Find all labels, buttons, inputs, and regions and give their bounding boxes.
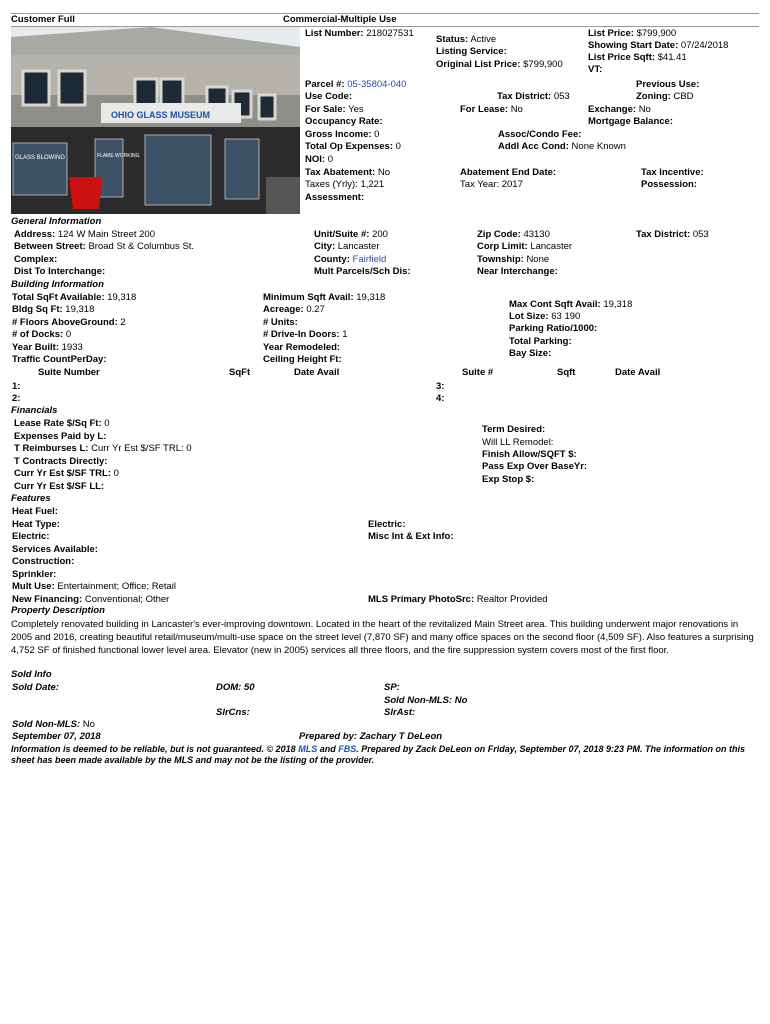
assoc-condo-fee: Assoc/Condo Fee: (498, 129, 582, 140)
electric: Electric: (12, 531, 50, 542)
col-date-avail-2: Date Avail (615, 367, 661, 378)
tax-incentive: Tax Incentive: (641, 167, 704, 178)
sp: SP: (384, 682, 400, 693)
pass-exp: Pass Exp Over BaseYr: (482, 461, 588, 472)
original-price: Original List Price: $799,900 (436, 59, 563, 70)
traffic-count: Traffic CountPerDay: (12, 354, 107, 365)
report-date: September 07, 2018 (12, 731, 101, 742)
zip-code: Zip Code: 43130 (477, 229, 550, 240)
for-lease: For Lease: No (460, 104, 523, 115)
property-type: Commercial-Multiple Use (283, 14, 397, 25)
finish-allow: Finish Allow/SQFT $: (482, 449, 577, 460)
lease-rate: Lease Rate $/Sq Ft: 0 (14, 418, 110, 429)
tax-abatement: Tax Abatement: No (305, 167, 391, 178)
abatement-end-date: Abatement End Date: (460, 167, 557, 178)
vt: VT: (588, 64, 603, 75)
showing-start: Showing Start Date: 07/24/2018 (588, 40, 729, 51)
svg-text:FLAME WORKING: FLAME WORKING (97, 153, 140, 159)
financials-title: Financials (11, 405, 58, 416)
expenses-paid: Expenses Paid by L: (14, 431, 107, 442)
mult-parcels: Mult Parcels/Sch Dis: (314, 266, 411, 277)
total-sqft: Total SqFt Available: 19,318 (12, 292, 137, 303)
mortgage-balance: Mortgage Balance: (588, 116, 673, 127)
col-suite-number: Suite Number (38, 367, 100, 378)
dom: DOM: 50 (216, 682, 255, 693)
year-remodeled: Year Remodeled: (263, 342, 341, 353)
construction: Construction: (12, 556, 75, 567)
noi: NOI: 0 (305, 154, 333, 165)
year-built: Year Built: 1933 (12, 342, 83, 353)
sprinkler: Sprinkler: (12, 569, 57, 580)
suite-row-3: 3: (436, 381, 445, 392)
assessment: Assessment: (305, 192, 365, 203)
disclaimer: Information is deemed to be reliable, but is not guaranteed. © 2018 MLS and FBS. Prepared by Zack DeLeon on Friday, September 07, 2018 9:23 PM. The information on this sheet has been made available by the MLS and may not be the listing of the provider. (11, 744, 746, 765)
slrast: SlrAst: (384, 707, 416, 718)
features-title: Features (11, 493, 51, 504)
electric-2: Electric: (368, 519, 406, 530)
for-sale: For Sale: Yes (305, 104, 364, 115)
slrcns: SlrCns: (216, 707, 250, 718)
col-sqft-2: Sqft (557, 367, 576, 378)
fbs-link[interactable]: FBS (338, 744, 357, 754)
county: County: Fairfield (314, 254, 387, 265)
bay-size: Bay Size: (509, 348, 552, 359)
prepared-by: Prepared by: Zachary T DeLeon (299, 731, 443, 742)
list-number: List Number: 218027531 (305, 28, 414, 39)
building-info-title: Building Information (11, 279, 104, 290)
bldg-sqft: Bldg Sq Ft: 19,318 (12, 304, 95, 315)
use-code: Use Code: (305, 91, 352, 102)
property-photo (11, 27, 300, 214)
listing-service: Listing Service: (436, 46, 507, 57)
photo-source: MLS Primary PhotoSrc: Realtor Provided (368, 594, 548, 605)
services-available: Services Available: (12, 544, 98, 555)
suite-row-4: 4: (436, 393, 445, 404)
t-contracts: T Contracts Directly: (14, 456, 108, 467)
exp-stop: Exp Stop $: (482, 474, 535, 485)
between-street: Between Street: Broad St & Columbus St. (14, 241, 195, 252)
svg-text:OHIO GLASS MUSEUM: OHIO GLASS MUSEUM (111, 110, 211, 120)
city: City: Lancaster (314, 241, 380, 252)
unit-suite: Unit/Suite #: 200 (314, 229, 388, 240)
max-cont-sqft: Max Cont Sqft Avail: 19,318 (509, 299, 633, 310)
parcel-link[interactable]: 05-35804-040 (347, 79, 407, 90)
units: # Units: (263, 317, 298, 328)
misc-int-ext: Misc Int & Ext Info: (368, 531, 454, 542)
curr-yr-trl: Curr Yr Est $/SF TRL: 0 (14, 468, 119, 479)
floors-above-ground: # Floors AboveGround: 2 (12, 317, 126, 328)
col-sqft: SqFt (229, 367, 251, 378)
suite-row-2: 2: (12, 393, 21, 404)
zoning: Zoning: CBD (636, 91, 694, 102)
sold-info-title: Sold Info (11, 669, 52, 680)
tax-year: Tax Year: 2017 (460, 179, 523, 190)
heat-type: Heat Type: (12, 519, 60, 530)
tax-district: Tax District: 053 (636, 229, 709, 240)
sold-date: Sold Date: (12, 682, 59, 693)
svg-text:GLASS BLOWING: GLASS BLOWING (15, 155, 66, 161)
property-description: Completely renovated building in Lancaster's ever-improving downtown. Located in the heart of the revitalized Main Street area. This building underwent major renovations in 2005 and 2016, creating beautiful retail/museum/multi-use space on the street level (7,870 SF) and many office spaces on the second floor (4,509 SF). Also features a surprising 4,752 SF of finished functional lower level area. Elevator (new in 2005) services all three floors, and the fire suppression system covers most of the first floor. (11, 619, 754, 656)
price-sqft: List Price Sqft: $41.41 (588, 52, 687, 63)
lot-size: Lot Size: 63 190 (509, 311, 581, 322)
drive-in-doors: # Drive-In Doors: 1 (263, 329, 348, 340)
acreage: Acreage: 0.27 (263, 304, 325, 315)
t-reimburses: T Reimburses L: Curr Yr Est $/SF TRL: 0 (14, 443, 192, 454)
suite-row-1: 1: (12, 381, 21, 392)
addl-acc-cond: Addl Acc Cond: None Known (498, 141, 626, 152)
total-parking: Total Parking: (509, 336, 572, 347)
docks: # of Docks: 0 (12, 329, 72, 340)
parking-ratio: Parking Ratio/1000: (509, 323, 598, 334)
near-interchange: Near Interchange: (477, 266, 558, 277)
min-sqft: Minimum Sqft Avail: 19,318 (263, 292, 386, 303)
exchange: Exchange: No (588, 104, 651, 115)
previous-use: Previous Use: (636, 79, 700, 90)
curr-yr-ll: Curr Yr Est $/SF LL: (14, 481, 105, 492)
heat-fuel: Heat Fuel: (12, 506, 58, 517)
col-date-avail: Date Avail (294, 367, 340, 378)
general-info-title: General Information (11, 216, 102, 227)
sold-non-mls: Sold Non-MLS: No (384, 695, 468, 706)
mls-link[interactable]: MLS (298, 744, 318, 754)
term-desired: Term Desired: (482, 424, 546, 435)
will-ll-remodel: Will LL Remodel: (482, 437, 554, 448)
complex: Complex: (14, 254, 58, 265)
status: Status: Active (436, 34, 497, 45)
tax-district-top: Tax District: 053 (497, 91, 570, 102)
list-price: List Price: $799,900 (588, 28, 677, 39)
possession: Possession: (641, 179, 697, 190)
ceiling-height: Ceiling Height Ft: (263, 354, 342, 365)
parcel: Parcel #: 05-35804-040 (305, 79, 407, 90)
address: Address: 124 W Main Street 200 (14, 229, 155, 240)
occupancy-rate: Occupancy Rate: (305, 116, 383, 127)
sold-non-mls-2: Sold Non-MLS: No (12, 719, 95, 730)
col-suite-2: Suite # (462, 367, 494, 378)
total-op-expenses: Total Op Expenses: 0 (305, 141, 401, 152)
county-link[interactable]: Fairfield (352, 254, 387, 265)
township: Township: None (477, 254, 550, 265)
description-title: Property Description (11, 605, 105, 616)
taxes-yearly: Taxes (Yrly): 1,221 (305, 179, 385, 190)
gross-income: Gross Income: 0 (305, 129, 380, 140)
corp-limit: Corp Limit: Lancaster (477, 241, 573, 252)
mult-use: Mult Use: Entertainment; Office; Retail (12, 581, 177, 592)
dist-to-interchange: Dist To Interchange: (14, 266, 106, 277)
report-title: Customer Full (11, 14, 75, 25)
new-financing: New Financing: Conventional; Other (12, 594, 170, 605)
